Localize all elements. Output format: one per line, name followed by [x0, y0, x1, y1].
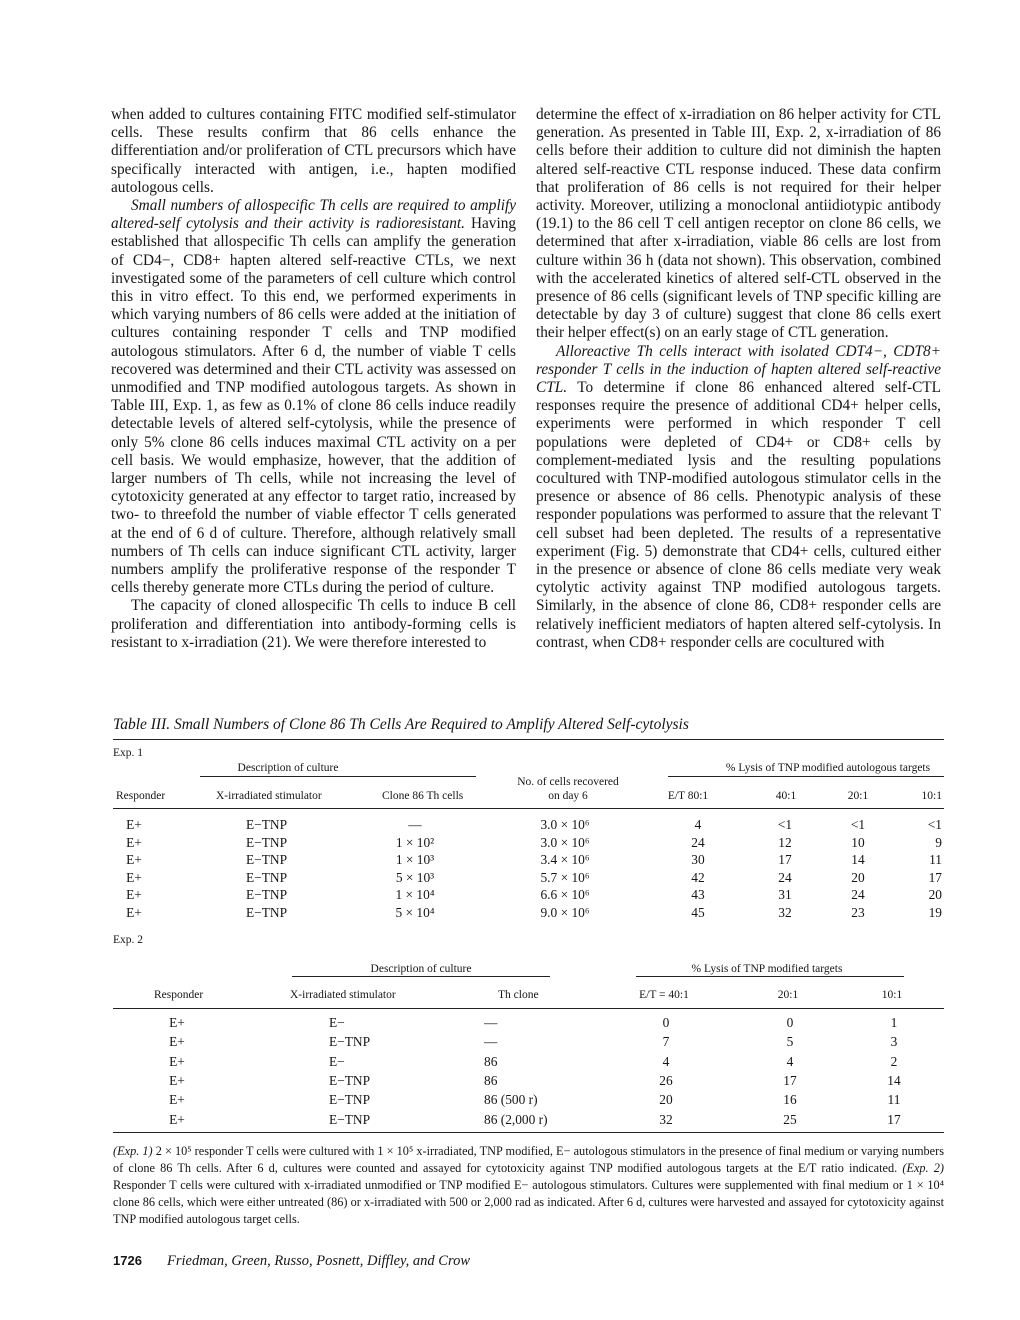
exp1-col-clone86: Clone 86 Th cells	[382, 790, 464, 802]
exp1-description-header: Description of culture	[237, 762, 339, 774]
exp1-description-rule	[200, 776, 476, 777]
exp1-row-6-clone86: 5 × 10⁴	[395, 905, 435, 920]
exp1-row-3-stimulator: E−TNP	[246, 852, 288, 868]
exp1-row-6-20: 23	[851, 905, 865, 920]
exp1-row-2-clone86: 1 × 10²	[395, 834, 435, 850]
exp2-row-2-20: 5	[786, 1034, 794, 1050]
exp1-col-20: 20:1	[847, 790, 869, 802]
exp2-row-4-et40: 26	[659, 1072, 673, 1088]
exp2-row-6-et40: 32	[659, 1111, 673, 1127]
exp2-row-1-10: 1	[890, 1015, 898, 1030]
exp1-row-5-40: 31	[778, 887, 792, 903]
table-bottom-rule	[113, 1132, 944, 1133]
exp1-col-responder: Responder	[116, 790, 166, 802]
footnote-exp1: 2 × 10⁵ responder T cells were cultured with 1 × 10⁵ x-irradiated, TNP modified, E− autologous stimulators in the presence of final medium or varying numbers of clone 86 Th cells. After 6 d, cultures were counted and assayed for cytotoxicity against TNP modified autologous targets at the E/T ratio indicated.	[113, 1144, 944, 1175]
right-text-column	[536, 106, 941, 652]
exp1-row-3-recovered: 3.4 × 10⁶	[540, 852, 590, 868]
exp2-row-6-stimulator: E−TNP	[329, 1111, 371, 1127]
exp1-row-5-responder: E+	[126, 887, 142, 903]
exp1-row-1-responder: E+	[126, 817, 142, 832]
exp1-row-3-responder: E+	[126, 852, 142, 868]
exp1-row-3-clone86: 1 × 10³	[395, 852, 435, 868]
exp1-row-2-recovered: 3.0 × 10⁶	[540, 834, 590, 850]
paragraph-body: To determine if clone 86 enhanced altered self-CTL responses require the presence of additional CD4+ helper cells, experiments were performed in which responder T cell populations were depleted of CD4+ or CD8+ cells by complement-mediated lysis and the resulting populations cocultured with TNP-modified autologous stimulator cells in the presence or absence of 86 cells. Phenotypic analysis of these responder populations was performed to assure that the relevant T cell subset had been depleted. The results of a representative experiment (Fig. 5) demonstrate that CD4+ cells, cultured either in the presence or absence of clone 86 cells mediate very weak cytolytic activity against TNP modified autologous targets. Similarly, in the absence of clone 86, CD8+ responder cells are relatively inefficient mediators of hapten altered self-cytolysis. In contrast, when CD8+ responder cells are cocultured with	[536, 379, 941, 651]
exp2-row-6-responder: E+	[169, 1111, 185, 1127]
exp1-row-5-clone86: 1 × 10⁴	[395, 887, 435, 903]
exp2-row-2-thclone: —	[484, 1034, 498, 1050]
exp1-row-2-40: 12	[778, 834, 792, 850]
exp1-row-3-20: 14	[851, 852, 865, 868]
exp2-row-1-20: 0	[786, 1015, 794, 1030]
exp2-row-5-10: 11	[887, 1092, 901, 1108]
exp2-row-5-thclone: 86 (500 r)	[484, 1092, 538, 1108]
paragraph	[111, 197, 516, 597]
exp1-row-1-40: <1	[777, 817, 793, 832]
exp1-row-2-20: 10	[851, 834, 865, 850]
exp1-lysis-header: % Lysis of TNP modified autologous targets	[725, 762, 931, 774]
exp1-header-rule	[113, 808, 944, 809]
table-footnote	[113, 1143, 944, 1228]
exp2-description-header: Description of culture	[370, 963, 472, 975]
exp1-row-4-recovered: 5.7 × 10⁶	[540, 869, 590, 885]
exp2-header-rule	[113, 1008, 944, 1009]
exp1-row-4-responder: E+	[126, 869, 142, 885]
paragraph: The capacity of cloned allospecific Th cells to induce B cell proliferation and differentiation into antibody-forming cells is resistant to x-irradiation (21). We were therefore interested to	[111, 597, 516, 651]
exp1-row-3-et80: 30	[691, 852, 705, 868]
exp2-row-5-et40: 20	[659, 1092, 673, 1108]
exp2-row-4-thclone: 86	[484, 1072, 498, 1088]
exp2-col-et40: E/T = 40:1	[639, 989, 689, 1001]
exp1-row-6-et80: 45	[691, 905, 705, 920]
exp1-row-4-et80: 42	[691, 869, 705, 885]
exp2-row-2-responder: E+	[169, 1034, 185, 1050]
exp2-row-5-stimulator: E−TNP	[329, 1092, 371, 1108]
exp1-row-4-stimulator: E−TNP	[246, 869, 288, 885]
exp1-row-1-stimulator: E−TNP	[246, 817, 288, 832]
exp1-row-2-et80: 24	[691, 834, 705, 850]
section-heading: Alloreactive Th cells interact with isolated CDT4−, CDT8+ responder T cells in the induction of hapten altered self-reactive CTL.	[536, 342, 941, 397]
exp1-col-10: 10:1	[921, 790, 942, 802]
exp1-row-6-10: 19	[928, 905, 942, 920]
exp2-row-5-20: 16	[783, 1092, 797, 1108]
exp2-lysis-rule	[636, 976, 904, 977]
exp2-row-1-thclone: —	[484, 1015, 498, 1030]
exp1-row-5-et80: 43	[691, 887, 705, 903]
exp1-row-1-et80: 4	[694, 817, 702, 832]
exp2-row-1-et40: 0	[662, 1015, 670, 1030]
exp2-col-responder: Responder	[154, 989, 204, 1001]
paragraph-body: Having established that allospecific Th cells can amplify the generation of CD4−, CD8+ hapten altered self-reactive CTLs, we next investigated some of the parameters of cell culture which control this in vitro effect. To this end, we performed experiments in which varying numbers of 86 cells were added at the initiation of cultures containing responder T cells and TNP modified autologous stimulators. After 6 d, the number of viable T cells recovered was determined and their CTL activity was assessed on unmodified and TNP modified autologous targets. As shown in Table III, Exp. 1, as few as 0.1% of clone 86 cells induce readily detectable levels of altered self-cytolysis, while the presence of only 5% clone 86 cells induces maximal CTL activity on a per cell basis. We would emphasize, however, that the addition of larger numbers of Th cells, while not increasing the level of cytotoxicity generated at any effector to target ratio, increased by two- to threefold the number of viable effector T cells generated at the end of 6 d of culture. Therefore, although relatively small numbers of Th cells can induce significant CTL activity, larger numbers amplify the proliferative response of the responder T cells thereby generate more CTLs during the period of culture.	[111, 215, 517, 597]
exp2-row-6-10: 17	[887, 1111, 901, 1127]
exp2-row-2-stimulator: E−TNP	[329, 1034, 371, 1050]
exp1-row-4-clone86: 5 × 10³	[395, 869, 435, 885]
exp2-row-6-thclone: 86 (2,000 r)	[484, 1111, 548, 1127]
footnote-exp2-label: (Exp. 2)	[902, 1161, 945, 1175]
table-top-rule	[113, 739, 944, 740]
exp1-row-1-clone86: —	[408, 817, 422, 832]
exp2-row-4-10: 14	[887, 1072, 901, 1088]
paragraph: when added to cultures containing FITC modified self-stimulator cells. These results confirm that 86 cells enhance the differentiation and/or proliferation of CTL precursors which have specifically interacted with antigen, i.e., hapten modified autologous cells.	[111, 106, 516, 196]
exp2-row-5-responder: E+	[169, 1092, 185, 1108]
exp2-row-4-20: 17	[783, 1072, 797, 1088]
exp1-row-4-20: 20	[851, 869, 865, 885]
exp1-col-et80: E/T 80:1	[667, 790, 709, 802]
footnote-exp2: Responder T cells were cultured with x-irradiated unmodified or TNP modified E− autologous stimulators. Cultures were supplemented with final medium or 1 × 10⁴ clone 86 cells, which were either untreated (86) or x-irradiated with 500 or 2,000 rad as indicated. After 6 d, cultures were harvested and assayed for cytotoxicity against TNP modified autologous target cells.	[113, 1178, 944, 1226]
exp1-row-1-10: <1	[927, 817, 942, 832]
paragraph: determine the effect of x-irradiation on 86 helper activity for CTL generation. As presented in Table III, Exp. 2, x-irradiation of 86 cells before their addition to culture did not diminish the hapten altered self-reactive CTL response induced. These data confirm that proliferation of 86 cells is not required for their helper activity. Moreover, utilizing a monoclonal antiidiotypic antibody (19.1) to the 86 cell T cell antigen receptor on clone 86 cells, we determined that after x-irradiation, viable 86 cells are lost from culture within 36 h (data not shown). This observation, combined with the accelerated kinetics of altered self-CTL observed in the presence of 86 cells (significant levels of TNP specific killing are detectable by day 3 of culture) suggest that clone 86 cells exert their helper effect(s) on an early stage of CTL generation.	[536, 106, 941, 342]
exp2-row-4-stimulator: E−TNP	[329, 1072, 371, 1088]
exp2-lysis-header: % Lysis of TNP modified targets	[691, 963, 843, 975]
exp2-row-3-thclone: 86	[484, 1053, 498, 1069]
exp1-col-40: 40:1	[775, 790, 797, 802]
paragraph	[536, 343, 941, 652]
section-heading: Small numbers of allospecific Th cells are required to amplify altered-self cytolysis and their activity is radioresistant.	[111, 197, 516, 233]
exp1-row-1-recovered: 3.0 × 10⁶	[540, 817, 590, 832]
exp1-row-5-recovered: 6.6 × 10⁶	[540, 887, 590, 903]
exp1-label: Exp. 1	[113, 747, 144, 759]
exp1-row-3-10: 11	[929, 852, 942, 868]
exp2-label: Exp. 2	[113, 934, 144, 946]
left-text-column	[111, 106, 516, 652]
exp1-row-2-stimulator: E−TNP	[246, 834, 288, 850]
exp1-row-2-responder: E+	[126, 834, 142, 850]
exp1-row-1-20: <1	[850, 817, 866, 832]
exp2-row-1-stimulator: E−	[329, 1015, 345, 1030]
exp1-col-stimulator: X-irradiated stimulator	[216, 790, 322, 802]
exp2-row-4-responder: E+	[169, 1072, 185, 1088]
page-number: 1726	[113, 1253, 142, 1268]
exp1-lysis-rule	[668, 776, 944, 777]
exp2-row-1-responder: E+	[169, 1015, 185, 1030]
exp2-row-3-et40: 4	[662, 1053, 670, 1069]
exp1-row-5-stimulator: E−TNP	[246, 887, 288, 903]
table-title: Table III. Small Numbers of Clone 86 Th Cells Are Required to Amplify Altered Self-cytolysis	[113, 716, 689, 733]
exp1-row-5-20: 24	[851, 887, 865, 903]
exp2-row-2-10: 3	[890, 1034, 898, 1050]
exp1-col-recovered: No. of cells recovered on day 6	[517, 776, 619, 802]
exp2-row-2-et40: 7	[662, 1034, 670, 1050]
exp2-row-3-stimulator: E−	[329, 1053, 345, 1069]
exp2-row-3-responder: E+	[169, 1053, 185, 1069]
exp2-description-rule	[292, 976, 550, 977]
exp1-row-4-40: 24	[778, 869, 792, 885]
exp1-row-4-10: 17	[928, 869, 942, 885]
exp1-row-5-10: 20	[928, 887, 942, 903]
exp2-col-20: 20:1	[777, 989, 799, 1001]
exp2-row-3-10: 2	[890, 1053, 898, 1069]
exp2-row-3-20: 4	[786, 1053, 794, 1069]
running-footer: Friedman, Green, Russo, Posnett, Diffley, and Crow	[167, 1253, 470, 1269]
footnote-exp1-label: (Exp. 1)	[113, 1144, 153, 1158]
exp2-col-10: 10:1	[881, 989, 903, 1001]
exp2-row-6-20: 25	[783, 1111, 797, 1127]
exp1-row-6-stimulator: E−TNP	[246, 905, 288, 920]
exp1-row-6-recovered: 9.0 × 10⁶	[540, 905, 590, 920]
exp2-col-thclone: Th clone	[498, 989, 539, 1001]
exp1-row-6-40: 32	[778, 905, 792, 920]
exp2-col-stimulator: X-irradiated stimulator	[290, 989, 396, 1001]
exp1-row-3-40: 17	[778, 852, 792, 868]
exp1-row-6-responder: E+	[126, 905, 142, 920]
exp1-row-2-10: 9	[935, 834, 942, 850]
